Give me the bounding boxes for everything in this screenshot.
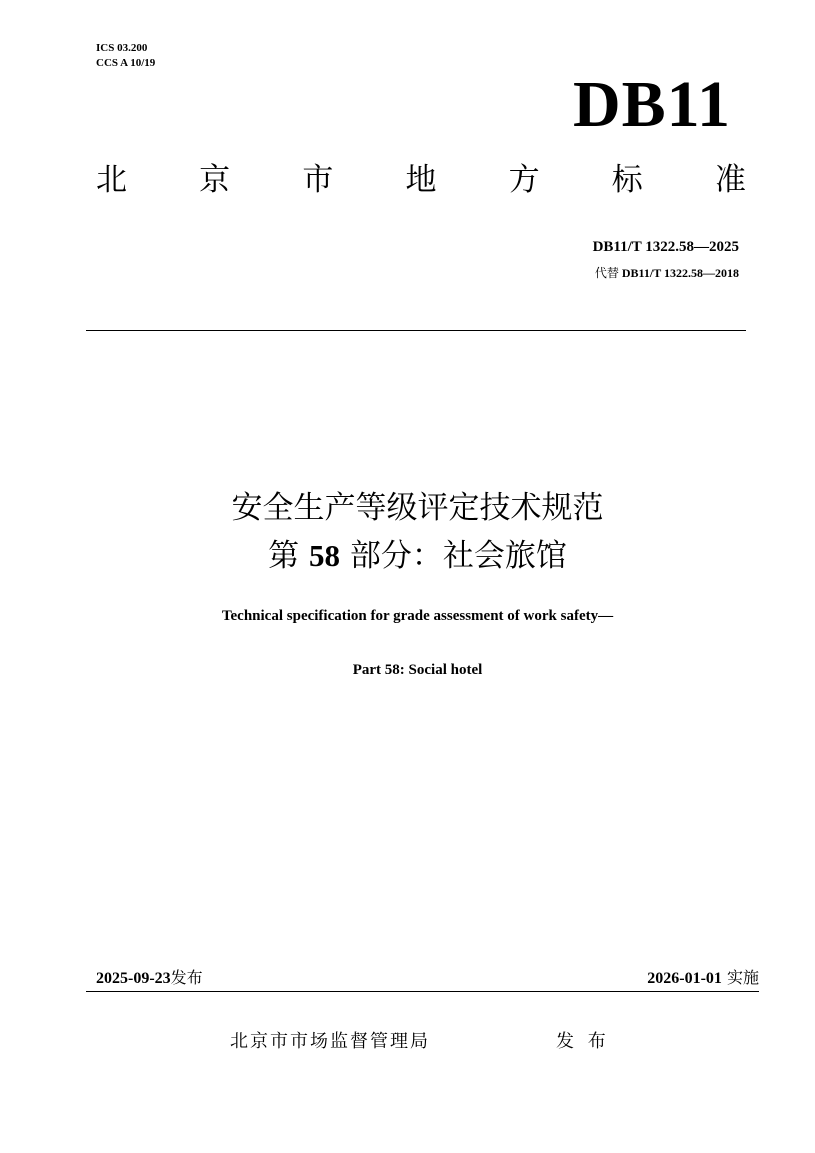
standard-type-char: 地 [405, 162, 437, 198]
standard-number: DB11/T 1322.58—2025 [592, 239, 739, 255]
title-cn-prefix: 第 [268, 538, 300, 574]
standard-type-char: 标 [611, 162, 643, 198]
db-code: DB11 [572, 68, 731, 141]
ccs-code: CCS A 10/19 [96, 57, 156, 69]
title-cn-suffix: 部分：社会旅馆 [349, 538, 567, 574]
implement-date-label: 实施 [726, 968, 759, 987]
publish-date-label: 发布 [170, 968, 203, 987]
publish-date-value: 2025-09-23 [96, 970, 171, 987]
standard-type-char: 市 [302, 162, 334, 198]
footer-divider [86, 991, 759, 992]
standard-type-char: 北 [96, 162, 127, 198]
implement-date [647, 966, 759, 991]
publish-date [96, 966, 203, 991]
standard-type-char: 准 [714, 162, 746, 198]
replaces-standard [595, 264, 739, 282]
replaces-number: DB11/T 1322.58—2018 [621, 266, 739, 280]
standard-type-char: 京 [199, 162, 231, 198]
title-cn-line2 [0, 535, 815, 577]
header-divider [86, 330, 746, 331]
issuer-name: 北京市市场监督管理局 [230, 1031, 430, 1052]
standard-type [96, 160, 746, 200]
title-cn-line1: 安全生产等级评定技术规范 [231, 490, 604, 526]
standard-type-char: 方 [508, 162, 540, 198]
replaces-label: 代替 [594, 266, 619, 280]
implement-date-value: 2026-01-01 [647, 970, 722, 987]
title-cn-part-number: 58 [309, 538, 340, 573]
classification-codes [96, 41, 155, 71]
title-en-line2: Part 58: Social hotel [352, 662, 483, 678]
ics-code: ICS 03.200 [96, 42, 148, 54]
issuer-action: 发 布 [556, 1031, 610, 1052]
title-en-line1: Technical specification for grade assessment of work safety— [221, 608, 614, 624]
